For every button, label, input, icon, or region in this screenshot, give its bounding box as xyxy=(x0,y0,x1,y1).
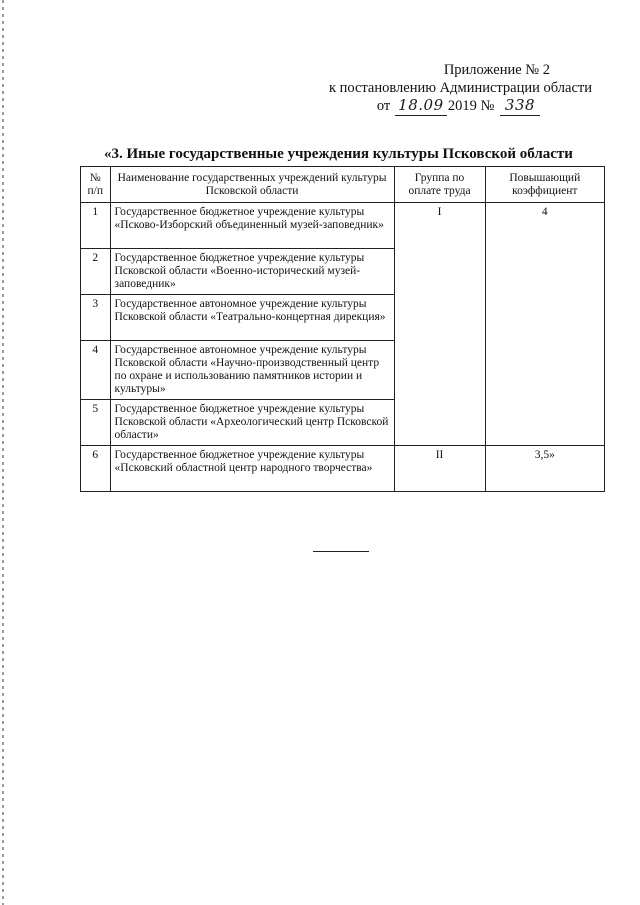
group-cell: I xyxy=(394,203,485,446)
header-name: Наименование государственных учреждений культуры Псковской области xyxy=(110,167,394,203)
appendix-resolution: к постановлению Администрации области xyxy=(328,79,592,96)
table-row xyxy=(81,203,605,249)
section-title: «3. Иные государственные учреждения культуры Псковской области xyxy=(104,146,573,162)
coef-cell: 4 xyxy=(485,203,604,446)
appendix-header xyxy=(329,62,592,116)
header-num: № п/п xyxy=(81,167,111,203)
row-name: Государственное бюджетное учреждение культуры Псковской области «Археологический центр Псковской области» xyxy=(110,400,394,446)
row-name: Государственное бюджетное учреждение культуры Псковской области «Военно-исторический музей-заповедник» xyxy=(110,249,394,295)
appendix-title: Приложение № 2 xyxy=(443,62,550,78)
handwritten-number: 338 xyxy=(500,97,540,116)
table-header-row xyxy=(81,167,605,203)
row-num: 2 xyxy=(81,249,111,295)
row-name: Государственное бюджетное учреждение культуры «Псковский областной центр народного творчества» xyxy=(110,446,394,492)
row-name: Государственное автономное учреждение культуры Псковской области «Театрально-концертная дирекция» xyxy=(110,295,394,341)
handwritten-date: 18.09 xyxy=(395,97,447,116)
group-cell: II xyxy=(394,446,485,492)
row-num: 6 xyxy=(81,446,111,492)
row-name: Государственное автономное учреждение культуры Псковской области «Научно-производственный центр по охране и использованию памятников истории и культуры» xyxy=(110,341,394,400)
row-name: Государственное бюджетное учреждение культуры «Псково-Изборский объединенный музей-заповедник» xyxy=(110,203,394,249)
row-num: 4 xyxy=(81,341,111,400)
closing-divider xyxy=(313,551,369,552)
appendix-date-line xyxy=(329,97,592,116)
year-suffix: 2019 № xyxy=(447,98,495,114)
date-prefix: от xyxy=(376,98,391,114)
header-coef: Повышающий коэффициент xyxy=(485,167,604,203)
institutions-table xyxy=(80,166,605,492)
row-num: 5 xyxy=(81,400,111,446)
header-group: Группа по оплате труда xyxy=(394,167,485,203)
scan-edge xyxy=(2,0,4,905)
row-num: 3 xyxy=(81,295,111,341)
coef-cell: 3,5» xyxy=(485,446,604,492)
row-num: 1 xyxy=(81,203,111,249)
table-row xyxy=(81,446,605,492)
